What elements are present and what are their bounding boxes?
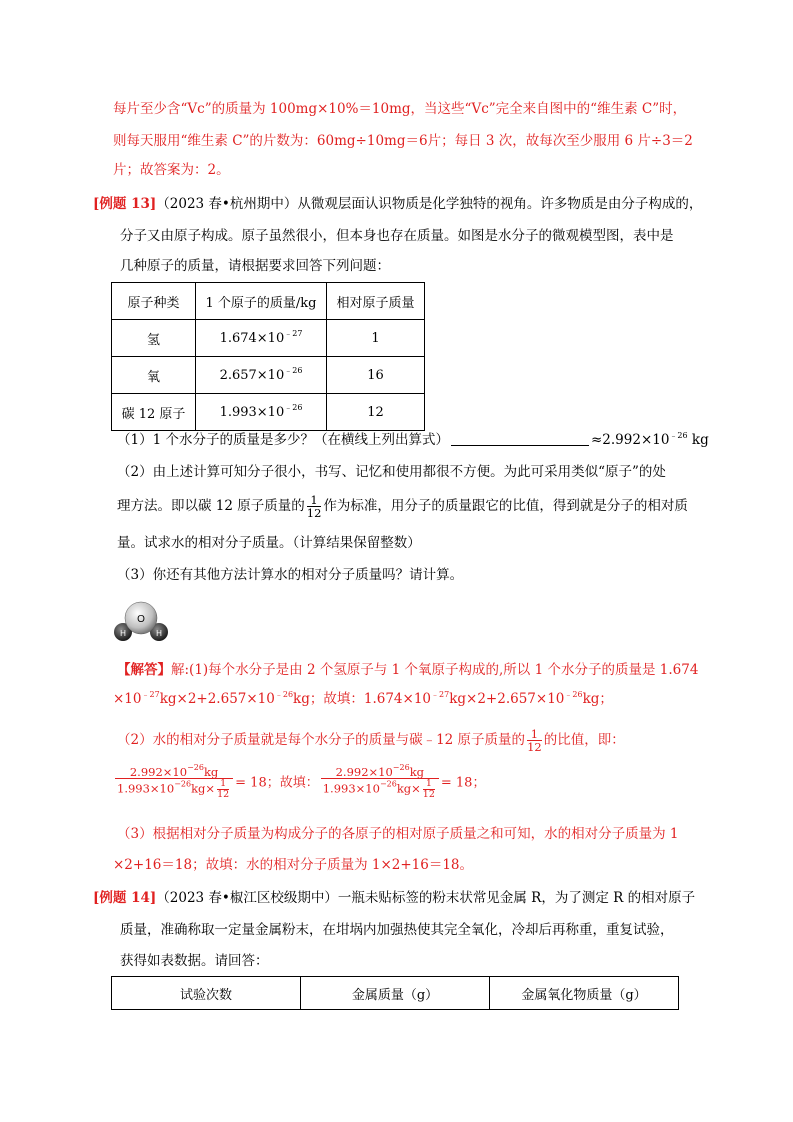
solution-equation: $2.992\times 10^{-26}kg$ $1.993\times 10^{-26}kg\times$ $\frac{1}{12}$ = 18；故填： $2.992\times 10^{-26}kg$ $1.993\times 10^{-26}kg\times$ $\frac{1}{12}$ = 18；	[117, 763, 486, 800]
example-14-intro-line-2: 质量，准确称取一定量金属粉末，在坩埚内加强热使其完全氧化，冷却后再称重，重复试验，	[120, 922, 674, 938]
table-cell-atom: 氧	[112, 357, 196, 394]
oxygen-label: O	[137, 614, 145, 625]
example-13-intro-line-2: 分子又由原子构成。原子虽然很小，但本身也存在质量。如图是水分子的微观模型图，表中是	[120, 228, 674, 244]
example-14-intro-line-1: [例题 14]（2023 春•椒江区校级期中）一瓶未贴标签的粉末状常见金属 R，为了测定 R 的相对原子	[93, 890, 696, 906]
table-cell-rel: 12	[327, 394, 425, 431]
question-2-line-2: 理方法。即以碳 12 原子质量的 $\frac{1}{12}$ 作为标准，用分子的质量跟它的比值，得到就是分子的相对质	[117, 493, 688, 520]
solution-line-1: 【解答】解:(1)每个水分子是由 2 个氢原子与 1 个氧原子构成的,所以 1 个水分子的质量是 1.674	[117, 662, 699, 678]
question-2-line-1: （2）由上述计算可知分子很小，书写、记忆和使用都很不方便。为此可采用类似“原子”的处	[117, 464, 666, 480]
table-header-row	[112, 283, 425, 320]
table-row	[112, 357, 425, 394]
table-cell-rel: 16	[327, 357, 425, 394]
table-cell-atom: 氢	[112, 320, 196, 357]
fraction-one-twelfth: $\frac{1}{12}$	[306, 493, 322, 520]
solution-line-6: ×2+16＝18；故填：水的相对分子质量为 1×2+16＝18。	[113, 857, 474, 873]
table-cell-atom: 碳 12 原子	[112, 394, 196, 431]
question-1: （1）1 个水分子的质量是多少？（在横线上列出算式） $\approx 2.992\times 10^{﹣26}$ kg	[117, 431, 709, 448]
solution-line-3: （2）水的相对分子质量就是每个水分子的质量与碳﹣12 原子质量的 $\frac{1}{12}$ 的比值，即：	[117, 727, 625, 754]
example-13-text-1: （2023 春•杭州期中）从微观层面认识物质是化学独特的视角。许多物质是由分子构成的，	[156, 196, 703, 212]
solution-line-5: （3）根据相对分子质量为构成分子的各原子的相对原子质量之和可知，水的相对分子质量为 1	[117, 826, 679, 842]
table-header: 原子种类	[112, 283, 196, 320]
table-cell-rel: 1	[327, 320, 425, 357]
metal-oxide-table	[111, 976, 679, 1010]
table-header: 试验次数	[112, 977, 301, 1010]
example-14-intro-line-3: 获得如表数据。请回答：	[120, 953, 269, 969]
equation-fraction: $2.992\times 10^{-26}kg$ $1.993\times 10^{-26}kg\times$ $\frac{1}{12}$	[321, 766, 439, 800]
example-13-intro-line-3: 几种原子的质量，请根据要求回答下列问题：	[120, 258, 390, 274]
example-13-intro-line-1	[93, 194, 702, 214]
table-header-row	[112, 977, 679, 1010]
table-row	[112, 320, 425, 357]
prev-answer-line-1: 每片至少含“Vc”的质量为 100mg×10%＝10mg，当这些“Vc”完全来自图中的“维生素 C”时，	[113, 101, 687, 117]
table-cell-mass: $2.657\times 10^{﹣26}$	[196, 357, 327, 394]
example-13-tag: [例题 13]	[93, 196, 157, 212]
solution-tag: 【解答】	[117, 662, 171, 678]
fraction-one-twelfth: $\frac{1}{12}$	[527, 727, 542, 754]
question-2-line-3: 量。试求水的相对分子质量。（计算结果保留整数）	[117, 535, 421, 551]
answer-blank[interactable]	[451, 431, 589, 446]
table-row	[112, 394, 425, 431]
hydrogen-label-left: H	[120, 629, 126, 638]
hydrogen-label-right: H	[156, 629, 162, 638]
prev-answer-line-2: 则每天服用“维生素 C”的片数为：60mg÷10mg＝6片；每日 3 次，故每次至少服用 6 片÷3＝2	[113, 133, 693, 149]
table-cell-mass: $1.993\times 10^{﹣26}$	[196, 394, 327, 431]
equation-fraction: $2.992\times 10^{-26}kg$ $1.993\times 10^{-26}kg\times$ $\frac{1}{12}$	[115, 766, 233, 800]
table-header: 金属质量（g）	[301, 977, 490, 1010]
table-header: 金属氧化物质量（g）	[490, 977, 679, 1010]
water-molecule-model	[112, 598, 172, 644]
solution-line-2: $\times 10^{﹣27}kg\times 2+2.657\times 10^{﹣26}kg$；故填：$1.674\times 10^{﹣27}kg\times 2+2.657\times 10^{﹣26}kg$；	[113, 690, 613, 707]
table-header: 1 个原子的质量/kg	[196, 283, 327, 320]
question-3: （3）你还有其他方法计算水的相对分子质量吗？请计算。	[117, 567, 464, 583]
table-header: 相对原子质量	[327, 283, 425, 320]
prev-answer-line-3: 片；故答案为：2。	[113, 162, 230, 178]
atom-mass-table	[111, 282, 425, 431]
table-cell-mass: $1.674\times 10^{﹣27}$	[196, 320, 327, 357]
example-14-tag: [例题 14]	[93, 890, 157, 906]
